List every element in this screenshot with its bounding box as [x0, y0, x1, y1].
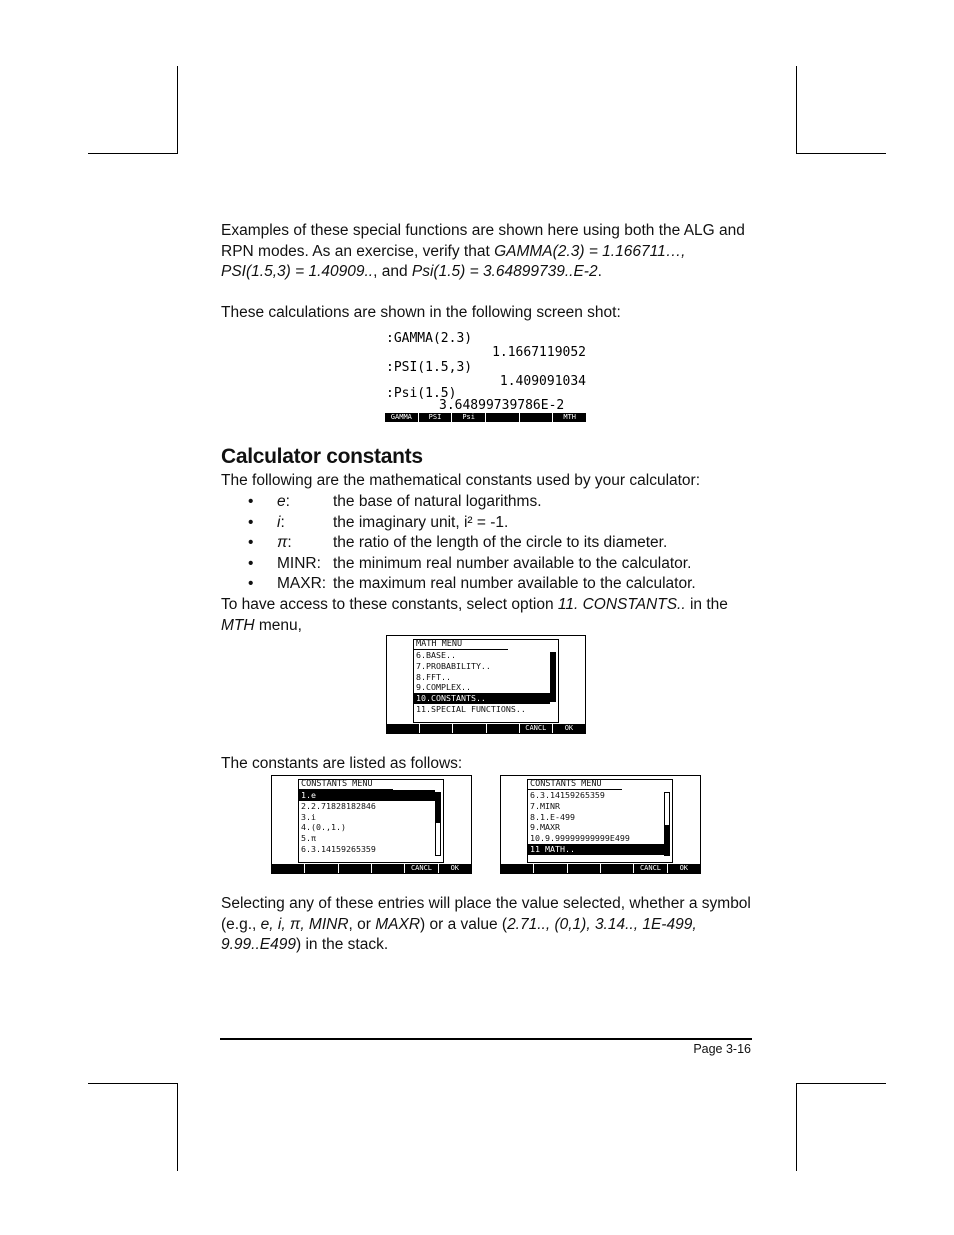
softkey[interactable] — [339, 864, 372, 873]
constant-desc: the base of natural logarithms. — [333, 493, 542, 510]
ok-softkey[interactable]: OK — [679, 864, 689, 872]
softkey-bar — [387, 724, 585, 733]
softkey[interactable] — [501, 864, 534, 873]
constant-desc: the imaginary unit, i² = -1. — [333, 513, 509, 531]
menu-item[interactable]: 6.3.14159265359 — [301, 843, 376, 854]
stack-line: :GAMMA(2.3) — [386, 331, 473, 346]
ok-softkey[interactable]: OK — [564, 724, 574, 732]
softkey[interactable] — [420, 724, 453, 733]
menu-item-selected[interactable]: 1.e — [299, 790, 435, 801]
calc-line: These calculations are shown in the following screen shot: — [221, 304, 621, 321]
softkey[interactable]: Psi — [452, 413, 486, 422]
constant-desc: the maximum real number available to the calculator. — [333, 575, 696, 593]
constant-term — [277, 513, 285, 534]
footer-rule — [220, 1038, 752, 1040]
menu-item[interactable]: 8.1.E-499 — [530, 811, 575, 822]
menu-item-selected[interactable]: 10.CONSTANTS.. — [414, 693, 550, 704]
bullet-symbol: • — [248, 493, 254, 510]
constant-term — [277, 492, 290, 513]
calculator-screen-functions — [385, 326, 586, 422]
term-sep: : — [285, 493, 290, 510]
gamma-expression: GAMMA(2.3) = 1.166711…, — [494, 242, 686, 260]
term-symbol: π — [277, 534, 288, 552]
crop-mark — [796, 66, 797, 154]
option-name: 11. CONSTANTS.. — [557, 596, 686, 613]
access-text: in the — [685, 596, 728, 613]
calculator-screen-math-menu — [386, 635, 586, 734]
term-sep: : — [287, 534, 292, 552]
menu-item[interactable]: 9.COMPLEX.. — [416, 682, 471, 693]
softkey[interactable]: PSI — [419, 413, 453, 422]
term-symbol: MINR — [277, 554, 317, 572]
constant-term — [277, 574, 326, 595]
closing-text: ) in the stack. — [295, 936, 389, 953]
choose-box — [527, 779, 673, 863]
access-text: To have access to these constants, select option — [221, 596, 558, 613]
stack-line: 1.1667119052 — [492, 345, 586, 360]
term-symbol: e — [277, 493, 286, 510]
closing-text: ) or a value ( — [420, 915, 508, 933]
cancel-softkey[interactable]: CANCL — [520, 724, 553, 733]
symbol-list: e, i, π, MINR — [260, 915, 349, 933]
softkey[interactable] — [272, 864, 305, 873]
menu-item[interactable]: 9.MAXR — [530, 822, 560, 833]
choose-box — [413, 639, 559, 723]
section-intro: The following are the mathematical constants used by your calculator: — [221, 472, 701, 489]
softkey[interactable]: GAMMA — [385, 413, 419, 422]
ok-softkey[interactable]: OK — [450, 864, 460, 872]
menu-item[interactable]: 11.SPECIAL FUNCTIONS.. — [416, 703, 526, 714]
intro-line: Examples of these special functions are shown here using both the ALG and — [221, 222, 745, 239]
softkey[interactable] — [372, 864, 405, 873]
softkey-bar — [272, 864, 471, 873]
menu-item[interactable]: 2.2.71828182846 — [301, 800, 376, 811]
closing-line — [221, 935, 761, 956]
intro-paragraph — [221, 221, 761, 283]
softkey[interactable] — [453, 724, 486, 733]
bullet-symbol: • — [248, 534, 254, 552]
scrollbar[interactable] — [435, 792, 441, 856]
constant-desc: the ratio of the length of the circle to its diameter. — [333, 534, 668, 552]
softkey[interactable] — [305, 864, 338, 873]
menu-item[interactable]: 7.MINR — [530, 800, 560, 811]
stack-line: :Psi(1.5) — [386, 386, 457, 401]
constant-term — [277, 533, 292, 554]
intro-text: . — [597, 263, 602, 280]
menu-name: MTH — [221, 616, 255, 634]
term-sep: : — [316, 554, 321, 572]
softkey[interactable] — [486, 413, 520, 422]
access-text: menu, — [254, 616, 302, 634]
calculator-screen-constants-1 — [271, 775, 472, 874]
stack-line: :PSI(1.5,3) — [386, 360, 473, 375]
scrollbar[interactable] — [664, 792, 670, 856]
menu-title: CONSTANTS MENU — [299, 780, 393, 790]
crop-mark — [88, 153, 178, 154]
menu-item[interactable]: 8.FFT.. — [416, 671, 451, 682]
psi-lower-expression: Psi(1.5) = 3.64899739..E-2 — [411, 263, 598, 280]
crop-mark — [796, 153, 886, 154]
calculator-screen-constants-2 — [500, 775, 701, 874]
constant-desc: the minimum real number available to the calculator. — [333, 554, 692, 572]
access-line — [221, 616, 751, 637]
intro-line — [221, 242, 761, 263]
closing-line — [221, 915, 761, 936]
crop-mark — [796, 1083, 886, 1084]
softkey[interactable] — [568, 864, 601, 873]
softkey[interactable] — [487, 724, 520, 733]
access-line — [221, 595, 751, 616]
menu-item[interactable]: 10.9.99999999999E499 — [530, 833, 630, 844]
bullet-symbol: • — [248, 513, 254, 531]
value-list: 2.71.., (0,1), 3.14.., 1E-499, — [507, 915, 697, 933]
crop-mark — [177, 1083, 178, 1171]
menu-item[interactable]: 6.BASE.. — [416, 650, 456, 660]
crop-mark — [88, 1083, 178, 1084]
closing-text: (e.g., — [221, 915, 261, 933]
softkey[interactable] — [534, 864, 567, 873]
menu-item[interactable]: 5.π — [301, 833, 316, 844]
term-sep: : — [321, 575, 327, 593]
softkey[interactable]: MTH — [563, 413, 577, 421]
crop-mark — [796, 1083, 797, 1171]
intro-line — [221, 262, 761, 283]
softkey[interactable] — [387, 724, 420, 733]
menu-item[interactable]: 3.i — [301, 811, 316, 822]
choose-box — [298, 779, 444, 863]
menu-item[interactable]: 4.(0.,1.) — [301, 822, 346, 833]
symbol-maxr: MAXR — [375, 915, 421, 933]
scrollbar[interactable] — [550, 652, 556, 702]
menu-item[interactable]: 6.3.14159265359 — [530, 790, 605, 800]
cancel-softkey[interactable]: CANCL — [405, 864, 438, 873]
listed-line: The constants are listed as follows: — [221, 755, 463, 772]
cancel-softkey[interactable]: CANCL — [634, 864, 667, 873]
stack-line: 3.64899739786E-2 — [439, 398, 565, 413]
psi-expression: PSI(1.5,3) = 1.40909.. — [221, 263, 374, 280]
page-number: Page 3-16 — [693, 1042, 751, 1056]
bullet-symbol: • — [248, 575, 254, 593]
value-maxr: 9.99..E499 — [221, 936, 296, 953]
closing-line: Selecting any of these entries will place the value selected, whether a symbol — [221, 895, 751, 912]
intro-text: , and — [373, 263, 412, 280]
term-sep: : — [280, 513, 285, 531]
menu-item-selected[interactable]: 11 MATH.. — [528, 844, 664, 855]
intro-text: RPN modes. As an exercise, verify that — [221, 242, 495, 260]
softkey-bar — [385, 413, 586, 422]
softkey[interactable] — [601, 864, 634, 873]
softkey-bar — [501, 864, 700, 873]
softkey[interactable] — [520, 413, 554, 422]
term-symbol: i — [277, 513, 281, 531]
closing-paragraph — [221, 894, 761, 956]
closing-text: , or — [348, 915, 376, 933]
bullet-symbol: • — [248, 554, 254, 572]
menu-item[interactable]: 7.PROBABILITY.. — [416, 660, 491, 671]
section-heading: Calculator constants — [221, 445, 423, 468]
term-symbol: MAXR — [277, 575, 322, 593]
menu-title: CONSTANTS MENU — [528, 780, 622, 790]
stack-line: 1.409091034 — [499, 374, 586, 389]
menu-title: MATH MENU — [414, 640, 508, 650]
constant-term — [277, 554, 321, 575]
access-paragraph — [221, 595, 751, 636]
crop-mark — [177, 66, 178, 154]
